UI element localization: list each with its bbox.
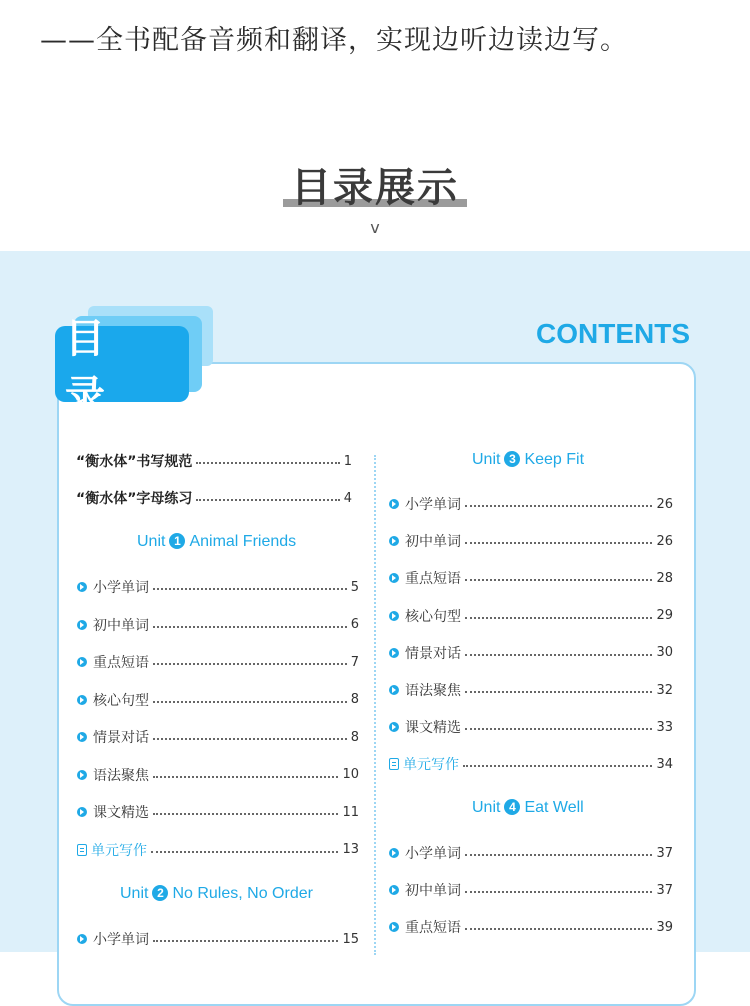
toc-row[interactable] [77,765,359,785]
dot-leader [465,654,652,656]
contents-heading: CONTENTS [536,318,690,349]
unit-number-badge: 3 [504,451,520,467]
toc-label: 小学单词 [93,580,149,596]
dot-leader [153,701,347,703]
unit-number-badge: 1 [169,533,185,549]
play-bullet-icon [389,573,399,583]
toc-row[interactable] [389,494,673,514]
column-divider [374,455,376,955]
section-title-text: 目录展示 [291,165,459,211]
play-bullet-icon [389,685,399,695]
toc-page: 15 [342,931,359,947]
unit-number-badge: 2 [152,885,168,901]
toc-page: 8 [350,729,359,745]
section-title [285,156,465,213]
dot-leader [463,765,652,767]
play-bullet-icon [389,499,399,509]
toc-page: 7 [350,654,359,670]
dot-leader [465,505,652,507]
dot-leader [153,663,347,665]
mulu-badge [55,316,189,419]
toc-page: 26 [656,496,673,512]
toc-label: 重点短语 [405,920,461,937]
toc-label: 小学单词 [93,932,149,948]
play-bullet-icon [77,582,87,592]
unit-title: No Rules, No Order [172,885,313,902]
toc-label: 重点短语 [405,571,461,588]
unit-prefix: Unit [472,451,501,468]
toc-label: “衡水体”书写规范 [76,454,193,470]
toc-label: 课文精选 [405,720,461,737]
toc-page: 26 [656,533,673,549]
toc-page: 37 [656,845,673,861]
toc-row[interactable] [389,680,673,700]
toc-page: 11 [342,804,359,820]
toc-label: 单元写作 [403,757,459,774]
toc-row[interactable] [389,880,673,900]
toc-row[interactable] [389,606,673,626]
toc-row[interactable] [389,643,673,663]
toc-row[interactable] [77,929,359,949]
toc-page: 29 [656,608,673,624]
toc-row[interactable] [77,652,359,672]
toc-label: 语法聚焦 [405,683,461,699]
dot-leader [465,928,652,930]
unit-heading-4[interactable] [472,799,584,817]
play-bullet-icon [77,620,87,630]
toc-page: 33 [656,719,673,735]
play-bullet-icon [389,848,399,858]
toc-label: 初中单词 [93,617,149,634]
toc-row[interactable] [77,577,359,597]
play-bullet-icon [389,648,399,658]
tagline: ——全书配备音频和翻译，实现边听边读边写。 [40,25,628,56]
toc-page: 13 [342,842,359,857]
unit-title: Animal Friends [189,533,297,550]
chevron-down-icon: v [370,218,380,237]
dot-leader [153,813,338,815]
toc-page: 6 [350,617,359,632]
dot-leader [465,691,652,693]
toc-page: 39 [656,919,673,935]
toc-label: 重点短语 [93,655,149,671]
toc-row[interactable] [77,615,359,635]
dot-leader [196,462,339,464]
toc-row[interactable] [389,843,673,863]
play-bullet-icon [77,934,87,944]
toc-label: 初中单词 [405,534,461,551]
book-icon [77,844,87,856]
play-bullet-icon [77,695,87,705]
toc-page: 1 [343,453,352,469]
toc-label: 小学单词 [405,846,461,862]
toc-label: 核心句型 [405,608,461,625]
toc-row[interactable] [77,690,359,710]
play-bullet-icon [389,885,399,895]
toc-label: 课文精选 [93,805,149,821]
mulu-label: 目 录 [65,316,117,419]
unit-number-badge: 4 [504,799,520,815]
dot-leader [151,851,338,853]
toc-row[interactable] [77,802,359,822]
toc-row[interactable] [389,754,673,774]
play-bullet-icon [77,807,87,817]
toc-page: 34 [656,756,673,772]
toc-row[interactable] [76,488,352,508]
toc-page: 10 [342,767,359,782]
toc-row[interactable] [389,717,673,737]
toc-row[interactable] [77,727,359,747]
dot-leader [465,891,652,893]
play-bullet-icon [389,536,399,546]
play-bullet-icon [77,732,87,742]
toc-label: 语法聚焦 [93,767,149,784]
toc-page: 4 [343,490,352,506]
toc-row[interactable] [77,840,359,860]
dot-leader [465,728,652,730]
dot-leader [196,499,339,501]
toc-label: 核心句型 [93,692,149,709]
toc-label: 初中单词 [405,883,461,900]
dot-leader [465,542,652,544]
dot-leader [153,738,347,740]
toc-page: 28 [656,570,673,586]
toc-row[interactable] [389,568,673,588]
unit-heading-3[interactable] [472,451,584,469]
dot-leader [153,588,347,590]
dot-leader [465,854,652,856]
unit-prefix: Unit [120,885,149,902]
unit-prefix: Unit [472,799,501,816]
toc-page: 5 [350,579,359,595]
unit-title: Keep Fit [524,451,585,468]
dot-leader [465,617,652,619]
toc-page: 32 [656,682,673,698]
toc-page: 8 [350,692,359,707]
section-title-wrap [0,156,750,213]
play-bullet-icon [77,657,87,667]
unit-heading-2[interactable] [120,885,313,903]
toc-label: 情景对话 [93,730,149,746]
toc-row[interactable] [389,917,673,937]
toc-row[interactable] [389,531,673,551]
play-bullet-icon [389,611,399,621]
toc-label: 小学单词 [405,497,461,513]
toc-row[interactable] [76,451,352,471]
play-bullet-icon [389,922,399,932]
toc-page: 37 [656,882,673,898]
unit-prefix: Unit [137,533,166,550]
toc-page: 30 [656,645,673,661]
dot-leader [465,579,652,581]
toc-label: “衡水体”字母练习 [76,491,193,507]
book-icon [389,758,399,770]
toc-label: 单元写作 [91,842,147,859]
unit-title: Eat Well [524,799,584,816]
unit-heading-1[interactable] [137,533,296,551]
dot-leader [153,776,338,778]
dot-leader [153,626,347,628]
play-bullet-icon [389,722,399,732]
play-bullet-icon [77,770,87,780]
toc-label: 情景对话 [405,645,461,662]
dot-leader [153,940,338,942]
